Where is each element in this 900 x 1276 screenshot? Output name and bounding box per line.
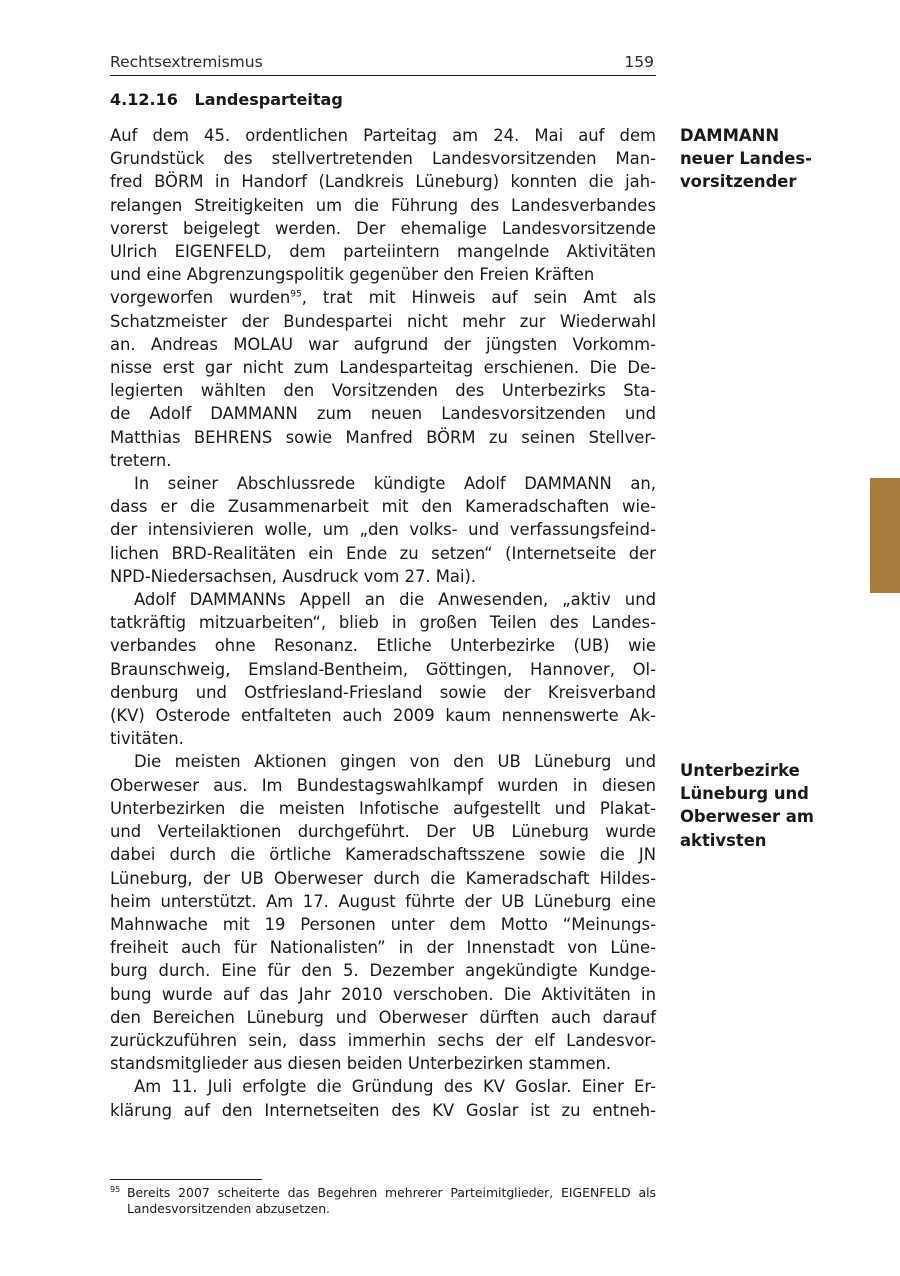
text-line: Schatzmeister der Bundespartei nicht mehr zur Wiederwahl [110, 311, 656, 331]
text-line: burg durch. Eine für den 5. Dezember angekündigte Kundge- [110, 961, 656, 981]
margin-note-line: aktivsten [680, 830, 767, 850]
text-line: relangen Streitigkeiten um die Führung des Landesverbandes [110, 195, 656, 215]
text-line: NPD-Niedersachsen, Ausdruck vom 27. Mai). [110, 566, 477, 586]
text-line: Braunschweig, Emsland-Bentheim, Göttingen, Hannover, Ol- [110, 659, 656, 679]
text-line: standsmitglieder aus diesen beiden Unterbezirken stammen. [110, 1054, 612, 1074]
section-heading [110, 90, 343, 109]
text-line: und Verteilaktionen durchgeführt. Der UB Lüneburg wurde [110, 822, 656, 842]
margin-note-line: vorsitzender [680, 172, 797, 192]
text-line: denburg und Ostfriesland-Friesland sowie der Kreisverband [110, 682, 656, 702]
text-line: fred BÖRM in Handorf (Landkreis Lüneburg) konnten die jah- [110, 172, 656, 192]
text-line: Auf dem 45. ordentlichen Parteitag am 24. Mai auf dem [110, 126, 656, 145]
text-line: lichen BRD-Realitäten ein Ende zu setzen“ (Internetseite der [110, 543, 656, 563]
paragraph-2 [110, 472, 656, 588]
text-line: Mahnwache mit 19 Personen unter dem Motto “Meinungs- [110, 914, 656, 934]
section-title: Landesparteitag [194, 90, 343, 109]
paragraph-3 [110, 588, 656, 750]
body-text [110, 124, 656, 1122]
footnote-mark: 95 [110, 1185, 121, 1194]
text-line: tivitäten. [110, 729, 184, 749]
paragraph-1 [110, 124, 656, 472]
text-line: an. Andreas MOLAU war aufgrund der jüngsten Vorkomm- [110, 334, 656, 354]
text-line: vorerst beigelegt werden. Der ehemalige Landesvorsitzende [110, 218, 656, 238]
text-line: zurückzuführen sein, dass immerhin sechs der elf Landesvor- [110, 1030, 656, 1050]
running-header [110, 53, 656, 76]
margin-note-line: DAMMANN [680, 126, 780, 145]
text-line: Adolf DAMMANNs Appell an die Anwesenden, „aktiv und [134, 590, 656, 610]
text-line: bung wurde auf das Jahr 2010 verschoben. Die Aktivitäten in [110, 984, 656, 1004]
text-line: Grundstück des stellvertretenden Landesvorsitzenden Man- [110, 149, 656, 169]
text-line: Die meisten Aktionen gingen von den UB Lüneburg und [134, 752, 656, 772]
paragraph-4 [110, 750, 656, 1075]
text-line: heim unterstützt. Am 17. August führte der UB Lüneburg eine [110, 891, 656, 911]
text-line: Unterbezirken die meisten Infotische aufgestellt und Plakat- [110, 798, 656, 818]
text-line: klärung auf den Internetseiten des KV Goslar ist zu entneh- [110, 1100, 656, 1120]
footnote-line: Bereits 2007 scheiterte das Begehren mehrerer Parteimitglieder, EIGENFELD als [127, 1185, 656, 1200]
text-line: dass er die Zusammenarbeit mit den Kameradschaften wie- [110, 497, 656, 517]
paragraph-5 [110, 1075, 656, 1121]
text-line: den Bereichen Lüneburg und Oberweser dürften auch darauf [110, 1007, 656, 1027]
text-line: de Adolf DAMMANN zum neuen Landesvorsitzenden und [110, 404, 656, 424]
text-line: Ulrich EIGENFELD, dem parteiintern mangelnde Aktivitäten [110, 242, 656, 262]
margin-note-dammann [680, 124, 830, 194]
text-line: und eine Abgrenzungspolitik gegenüber den Freien Kräften [110, 265, 595, 285]
margin-note-line: Oberweser am [680, 807, 814, 827]
footnote-divider [110, 1179, 262, 1180]
text-segment: vorgeworfen wurden [110, 288, 291, 308]
text-line: tatkräftig mitzuarbeiten“, blieb in großen Teilen des Landes- [110, 613, 656, 633]
text-line: verbandes ohne Resonanz. Etliche Unterbezirke (UB) wie [110, 636, 656, 656]
text-line: freiheit auch für Nationalisten” in der Innenstadt von Lüne- [110, 938, 656, 958]
text-line: legierten wählten den Vorsitzenden des Unterbezirks Sta- [110, 381, 656, 401]
text-line: dabei durch die örtliche Kameradschaftsszene sowie die JN [110, 845, 656, 865]
text-line: nisse erst gar nicht zum Landesparteitag erschienen. Die De- [110, 358, 656, 378]
footnote-text [127, 1185, 656, 1217]
text-segment: , trat mit Hinweis auf sein Amt als [301, 288, 656, 308]
chapter-tab-marker [870, 478, 900, 593]
text-line: In seiner Abschlussrede kündigte Adolf DAMMANN an, [134, 474, 656, 494]
text-line: der intensivieren wolle, um „den volks- und verfassungsfeind- [110, 520, 656, 540]
text-line: tretern. [110, 450, 172, 470]
text-line-with-footnote [110, 286, 656, 309]
margin-note-line: neuer Landes- [680, 149, 812, 169]
text-line: Am 11. Juli erfolgte die Gründung des KV Goslar. Einer Er- [134, 1077, 656, 1097]
margin-note-line: Lüneburg und [680, 784, 809, 804]
margin-note-unterbezirke [680, 759, 830, 852]
margin-note-line: Unterbezirke [680, 761, 800, 780]
footnote-line: Landesvorsitzenden abzusetzen. [127, 1201, 330, 1216]
text-line: Matthias BEHRENS sowie Manfred BÖRM zu seinen Stellver- [110, 427, 656, 447]
text-line: Oberweser aus. Im Bundestagswahlkampf wurden in diesen [110, 775, 656, 795]
running-header-title: Rechtsextremismus [110, 53, 263, 71]
section-number: 4.12.16 [110, 90, 178, 109]
text-line: Lüneburg, der UB Oberweser durch die Kameradschaft Hildes- [110, 868, 656, 888]
footnote [110, 1185, 656, 1217]
text-line: (KV) Osterode entfalteten auch 2009 kaum nennenswerte Ak- [110, 706, 656, 726]
footnote-reference[interactable]: 95 [290, 289, 302, 300]
page-number: 159 [624, 53, 654, 71]
